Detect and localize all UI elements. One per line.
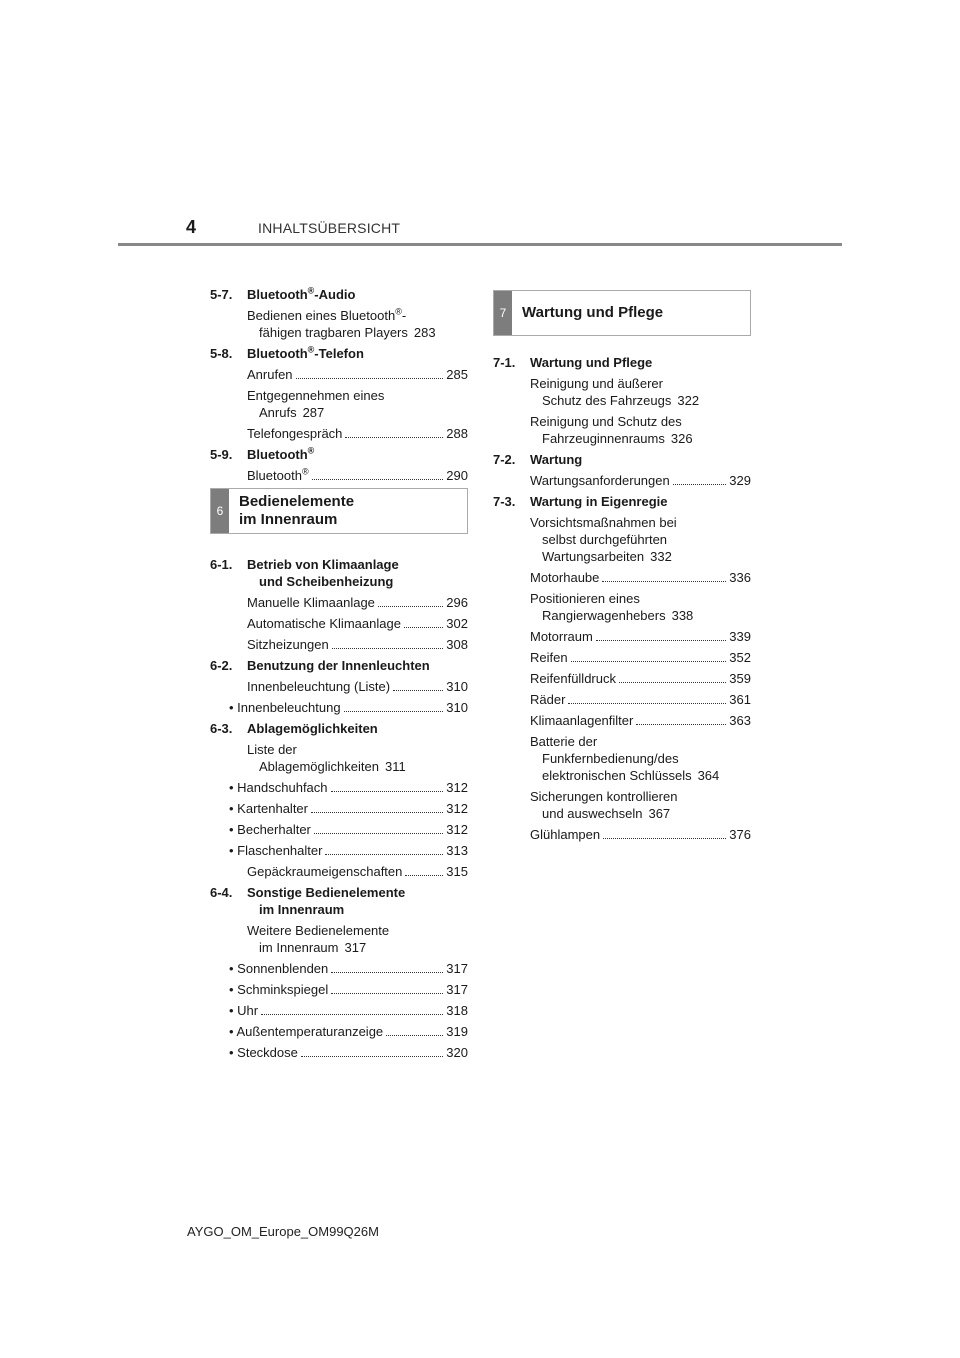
toc-subentry[interactable]: • Steckdose 320: [210, 1044, 468, 1061]
toc-entry[interactable]: Bluetooth® 290: [247, 466, 468, 483]
toc-entry[interactable]: Liste der Ablagemöglichkeiten 311: [247, 742, 406, 774]
toc-entry[interactable]: Manuelle Klimaanlage 296: [247, 595, 468, 610]
chapter-tab: 6: [211, 489, 229, 533]
page-ref: 336: [729, 570, 751, 585]
chapter-tab: 7: [494, 291, 512, 335]
toc-section-7-3: 7-3. Wartung in Eigenregie: [493, 494, 668, 509]
page-ref: 317: [446, 982, 468, 997]
toc-entry[interactable]: Räder 361: [530, 692, 751, 707]
page-ref: 359: [729, 671, 751, 686]
toc-entry[interactable]: Motorhaube 336: [530, 570, 751, 585]
toc-entry[interactable]: Telefongespräch 288: [247, 426, 468, 441]
toc-section-6-1: 6-1. Betrieb von Klimaanlage und Scheibenheizung: [210, 557, 399, 589]
page-ref: 322: [677, 393, 700, 408]
toc-subentry[interactable]: • Innenbeleuchtung 310: [210, 699, 468, 716]
page-ref: 288: [446, 426, 468, 441]
page-ref: 317: [446, 961, 468, 976]
toc-entry[interactable]: Batterie der Funkfernbedienung/des elektronischen Schlüssels 364: [530, 734, 720, 783]
page-ref: 320: [446, 1045, 468, 1060]
page-ref: 296: [446, 595, 468, 610]
page-ref: 287: [302, 405, 325, 420]
toc-section-6-3: 6-3. Ablagemöglichkeiten: [210, 721, 378, 736]
page-ref: 318: [446, 1003, 468, 1018]
toc-subentry[interactable]: • Flaschenhalter 313: [210, 842, 468, 859]
page-ref: 313: [446, 843, 468, 858]
page-ref: 364: [697, 768, 720, 783]
toc-entry[interactable]: Reifenfülldruck 359: [530, 671, 751, 686]
page-ref: 310: [446, 679, 468, 694]
toc-entry[interactable]: Weitere Bedienelemente im Innenraum 317: [247, 923, 390, 955]
toc-entry[interactable]: Bedienen eines Bluetooth®- fähigen tragbaren Players 283: [247, 306, 436, 340]
page-ref: 363: [729, 713, 751, 728]
toc-entry[interactable]: Entgegennehmen eines Anrufs 287: [247, 388, 385, 420]
toc-subentry[interactable]: • Sonnenblenden 317: [210, 960, 468, 977]
page-ref: 315: [446, 864, 468, 879]
page-ref: 319: [446, 1024, 468, 1039]
toc-entry[interactable]: Reinigung und Schutz des Fahrzeuginnenraums 326: [530, 414, 693, 446]
toc-subentry[interactable]: • Uhr 318: [210, 1002, 468, 1019]
page-ref: 367: [648, 806, 671, 821]
page-ref: 376: [729, 827, 751, 842]
toc-entry[interactable]: Positionieren eines Rangierwagenhebers 338: [530, 591, 694, 623]
toc-entry[interactable]: Reinigung und äußerer Schutz des Fahrzeugs 322: [530, 376, 700, 408]
toc-entry[interactable]: Klimaanlagenfilter 363: [530, 713, 751, 728]
page-ref: 326: [670, 431, 693, 446]
toc-entry[interactable]: Reifen 352: [530, 650, 751, 665]
page-ref: 338: [671, 608, 694, 623]
toc-entry[interactable]: Automatische Klimaanlage 302: [247, 616, 468, 631]
page-ref: 339: [729, 629, 751, 644]
chapter-7-header: 7 Wartung und Pflege: [493, 290, 751, 336]
page-ref: 332: [650, 549, 672, 564]
toc-section-7-1: 7-1. Wartung und Pflege: [493, 355, 653, 370]
page-ref: 302: [446, 616, 468, 631]
toc-section-6-2: 6-2. Benutzung der Innenleuchten: [210, 658, 430, 673]
toc-entry[interactable]: Sicherungen kontrollieren und auswechseln 367: [530, 789, 678, 821]
page-ref: 352: [729, 650, 751, 665]
toc-subentry[interactable]: • Handschuhfach 312: [210, 779, 468, 796]
toc-entry[interactable]: Wartungsanforderungen 329: [530, 473, 751, 488]
page-ref: 310: [446, 700, 468, 715]
toc-entry[interactable]: Innenbeleuchtung (Liste) 310: [247, 679, 468, 694]
page-ref: 308: [446, 637, 468, 652]
toc-right-column: [493, 290, 751, 847]
page-ref: 312: [446, 780, 468, 795]
chapter-6-header: 6 Bedienelemente im Innenraum: [210, 488, 468, 534]
toc-subentry[interactable]: • Außentemperaturanzeige 319: [210, 1023, 468, 1040]
page-ref: 311: [384, 759, 406, 774]
toc-entry[interactable]: Sitzheizungen 308: [247, 637, 468, 652]
page-ref: 312: [446, 822, 468, 837]
toc-section-7-2: 7-2. Wartung: [493, 452, 583, 467]
document-code: AYGO_OM_Europe_OM99Q26M: [187, 1224, 379, 1239]
toc-section-5-8: 5-8. Bluetooth®-Telefon: [210, 344, 364, 361]
toc-left-column: [210, 286, 468, 1065]
page-ref: 361: [729, 692, 751, 707]
page-ref: 285: [446, 367, 468, 382]
toc-entry[interactable]: Gepäckraumeigenschaften 315: [247, 864, 468, 879]
toc-subentry[interactable]: • Schminkspiegel 317: [210, 981, 468, 998]
page-ref: 329: [729, 473, 751, 488]
toc-section-5-7: 5-7. Bluetooth®-Audio: [210, 285, 356, 302]
toc-entry[interactable]: Glühlampen 376: [530, 827, 751, 842]
toc-subentry[interactable]: • Kartenhalter 312: [210, 800, 468, 817]
header-rule: [118, 243, 842, 246]
page-header: [0, 0, 960, 250]
toc-entry[interactable]: Motorraum 339: [530, 629, 751, 644]
toc-entry[interactable]: Anrufen 285: [247, 367, 468, 382]
page-ref: 290: [446, 468, 468, 483]
toc-section-5-9: 5-9. Bluetooth®: [210, 445, 315, 462]
page-number: 4: [186, 217, 197, 237]
page-ref: 317: [344, 940, 367, 955]
page-ref: 312: [446, 801, 468, 816]
page-title: INHALTSÜBERSICHT: [258, 220, 401, 236]
page-ref: 283: [413, 325, 436, 340]
toc-entry[interactable]: Vorsichtsmaßnahmen bei selbst durchgeführten Wartungsarbeiten 332: [530, 515, 677, 564]
toc-subentry[interactable]: • Becherhalter 312: [210, 821, 468, 838]
toc-section-6-4: 6-4. Sonstige Bedienelemente im Innenraum: [210, 885, 406, 917]
